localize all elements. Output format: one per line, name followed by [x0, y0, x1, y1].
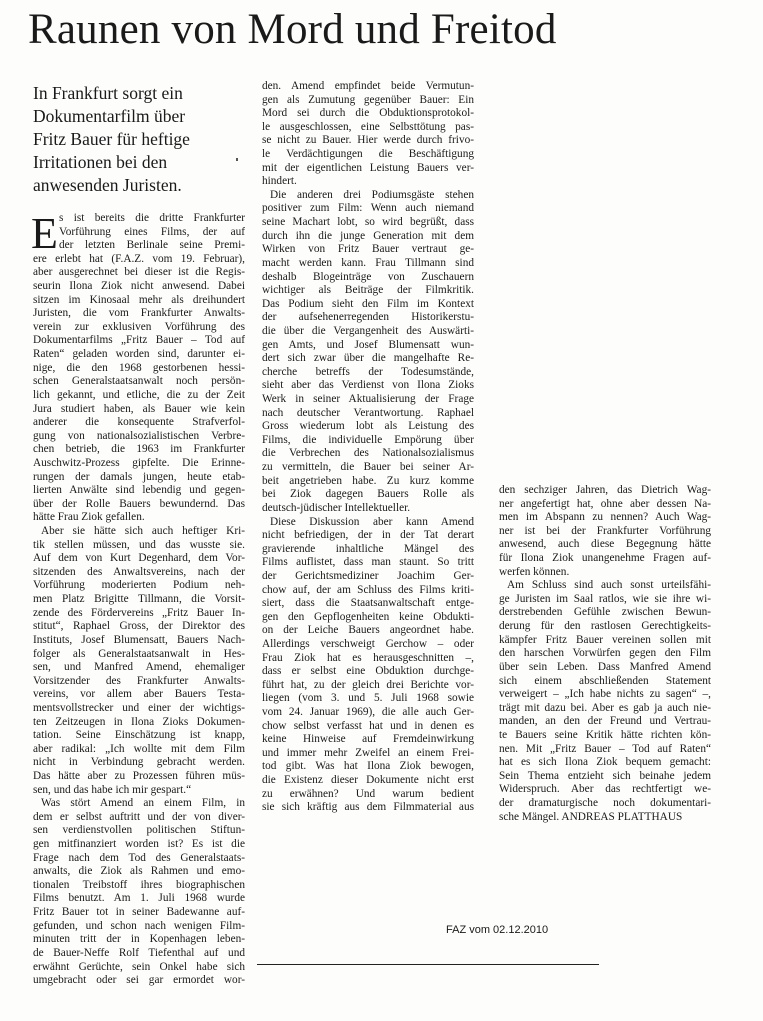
text-line: nicht in Verbindung gebracht werden.	[33, 756, 245, 769]
text-line: Widerspruch. Aber das rechtfertigt we-	[499, 783, 711, 796]
text-line: schen Generalstaatsanwalt noch persön-	[33, 375, 245, 388]
text-line: Aber sie hätte sich auch heftiger Kri-	[41, 525, 245, 538]
text-line: Dokumentarfilms „Fritz Bauer – Tod auf	[33, 334, 245, 347]
text-line: über sein Leben. Dass Manfred Amend	[499, 660, 711, 673]
text-line: Das Podium sieht den Film im Kontext	[262, 297, 474, 310]
text-line: hätte Frau Ziok gefallen.	[33, 511, 145, 524]
text-line: ner angefertigt hat, ohne aber dessen Na-	[499, 497, 711, 510]
text-line: dass er selbst eine Obduktion durchge-	[262, 665, 474, 678]
lede-line: In Frankfurt sorgt ein	[33, 83, 183, 103]
text-line: seurin Ilona Ziok nicht anwesend. Dabei	[33, 280, 245, 293]
text-line: Gross wiederum lobt als Leistung des	[262, 420, 474, 433]
text-line: chen betrieb, die 1963 im Frankfurter	[33, 443, 245, 456]
text-line: dert sich zwar über die mangelhafte Re-	[262, 352, 474, 365]
text-line: aber radikal: „Ich wollte mit dem Film	[33, 742, 245, 755]
text-line: Auf dem von Kurt Degenhard, dem Vor-	[33, 552, 245, 565]
footer-rule	[257, 964, 599, 965]
text-line: Films auflistet, dass man staunt. So tritt	[262, 556, 474, 569]
text-line: Am Schluss sind auch sonst urteilsfähi-	[507, 579, 711, 592]
text-line: Vorsitzender des Frankfurter Anwalts-	[33, 674, 245, 687]
text-line: ge Juristen im Saal ratlos, wie sie ihre wi-	[499, 592, 711, 605]
text-line: aber ausgerechnet bei dieser ist die Regis-	[33, 266, 245, 279]
text-line: mit der eigentlichen Leistung Bauers ver-	[262, 161, 474, 174]
lede-line: Irritationen bei den	[33, 152, 168, 172]
text-line: te Bauers seine Kritik hätte richten kön-	[499, 728, 711, 741]
text-line: Instituts, Josef Blumensatt, Bauers Nach-	[33, 633, 245, 646]
text-line: sieht aber das Verdienst von Ilona Zioks	[262, 379, 474, 392]
text-line: zu vermitteln, die Bauer bei seiner Ar-	[262, 461, 474, 474]
text-line: für Ilona Ziok unangenehme Fragen auf-	[499, 552, 711, 565]
text-line: men im Abspann zu nennen? Auch Wag-	[499, 511, 711, 524]
text-line: siert, dass die Staatsanwaltschaft entge-	[262, 597, 474, 610]
text-line: de Bauer-Neffe Rolf Tiefenthal auf und	[33, 946, 245, 959]
text-line: wichtiger als Beiträge der Filmkritik.	[262, 284, 474, 297]
source-footer: FAZ vom 02.12.2010	[446, 924, 549, 936]
text-line: der aufsehenerregenden Historikerstu-	[262, 311, 474, 324]
text-line: umgebracht oder sei gar ermordet wor-	[33, 974, 245, 987]
text-line: Auschwitz-Prozess gipfelte. Die Erinne-	[33, 456, 245, 469]
text-line: Sein Thema entzieht sich beinahe jedem	[499, 769, 711, 782]
text-line: gung von nationalsozialistischen Verbre-	[33, 429, 245, 442]
text-line: die Verbrechen des Nationalsozialismus	[262, 447, 474, 460]
text-line: macht werden kann. Frau Tillmann sind	[262, 256, 474, 269]
headline: Raunen von Mord und Freitod	[28, 6, 557, 53]
lede-line: Dokumentarfilm über	[33, 106, 186, 126]
text-line: minuten tritt der in Kopenhagen leben-	[33, 933, 245, 946]
text-line: Frau Ziok hat es herausgeschnitten –,	[262, 651, 474, 664]
text-line: seine Machart lobt, so wird begrüßt, dass	[262, 216, 474, 229]
text-line: sen verdienstvollen politischen Stiftun-	[33, 824, 245, 837]
article-column-3	[499, 484, 711, 824]
text-line: Das hätte aber zu Prozessen führen müs-	[33, 769, 245, 782]
text-line: tod gibt. Was hat Ilona Ziok bewogen,	[262, 760, 474, 773]
text-line: anwesend, auch diese Begegnung hätte	[499, 538, 711, 551]
lede-line: anwesenden Juristen.	[33, 175, 182, 195]
text-line: gen Amts, und Josef Blumensatt wun-	[262, 338, 474, 351]
text-line: und immer mehr Zweifel an einem Frei-	[262, 746, 474, 759]
text-line: nicht befriedigen, der in der Tat derart	[262, 529, 474, 542]
text-line: Films, die individuelle Empörung über	[262, 433, 474, 446]
text-line: lich gekannt, und etliche, die zu der Zeit	[33, 388, 245, 401]
text-line: führt hat, zu der gleich drei Berichte vor-	[262, 678, 474, 691]
text-line: vereins, vor allem aber Bauers Testa-	[33, 688, 245, 701]
text-line: sche Mängel. ANDREAS PLATTHAUS	[499, 810, 683, 823]
text-line: Vorführung moderierten Podium neh-	[33, 579, 245, 592]
text-line: gen den Gepflogenheiten keine Obdukti-	[262, 610, 474, 623]
text-line: bei Ziok dagegen Bauers Rolle als	[262, 488, 474, 501]
lede-line: Fritz Bauer für heftige	[33, 129, 190, 149]
text-line: Die anderen drei Podiumsgäste stehen	[270, 188, 474, 201]
text-line: gravierende inhaltliche Mängel des	[262, 542, 474, 555]
text-line: liegen (vom 3. und 5. Juli 1968 sowie	[262, 692, 474, 705]
text-line: beit angetrieben habe. Zu kurz komme	[262, 474, 474, 487]
text-line: nach deutscher Verantwortung. Raphael	[262, 406, 474, 419]
text-line: derstrebenden Gefühle zwischen Bewun-	[499, 606, 711, 619]
text-line: Mord sei durch die Obduktionsprotokol-	[262, 107, 474, 120]
text-line: Diese Diskussion aber kann Amend	[270, 515, 474, 528]
text-line: kämpfer Fritz Bauer vereinen sollen mit	[499, 633, 711, 646]
text-line: mentsvollstrecker und einer der wichtigs-	[33, 701, 245, 714]
text-line: die über die Vergangenheit des Auswärti-	[262, 324, 474, 337]
article-column-1	[31, 209, 245, 988]
text-line: derung für den rastlosen Gerechtigkeits-	[499, 620, 711, 633]
text-line: rungen der damals jungen, heute etab-	[33, 470, 245, 483]
text-line: anwalts, die Ziok als Rahmen und emo-	[33, 865, 245, 878]
text-line: keine Hinweise auf Fremdeinwirkung	[262, 733, 474, 746]
text-line: sen, und Manfred Amend, ehemaliger	[33, 661, 245, 674]
text-line: Raten“ geladen worden sind, darunter ei-	[33, 348, 245, 361]
text-line: stitut“, Raphael Gross, der Direktor des	[33, 620, 245, 633]
text-line: sitzenden des Anwaltsvereins, nach der	[33, 565, 245, 578]
text-line: anderer die konsequente Strafverfol-	[33, 416, 245, 429]
text-line: s ist bereits die dritte Frankfurter	[59, 212, 245, 224]
text-line: hat es sich Ilona Ziok bequem gemacht:	[499, 756, 711, 769]
text-line: Frage nach dem Tod des Generalstaats-	[33, 851, 245, 864]
text-line: sen, und das habe ich mir gespart.“	[33, 783, 192, 796]
text-line: Fritz Bauer tot in seiner Badewanne auf-	[33, 906, 245, 919]
text-line: der Gerichtsmediziner Joachim Ger-	[262, 569, 474, 582]
drop-cap: E	[31, 209, 58, 258]
text-line: verweigert – „Ich habe nichts zu sagen“ –,	[499, 688, 711, 701]
text-line: tation. Seine Einschätzung ist knapp,	[33, 729, 245, 742]
text-line: ere erlebt hat (F.A.Z. vom 19. Februar),	[33, 252, 245, 265]
text-line: Allerdings verschweigt Gerchow – oder	[262, 637, 474, 650]
text-line: tik stellen müssen, und das wusste sie.	[33, 538, 245, 551]
text-line: on der Leiche Bauers angeordnet habe.	[262, 624, 474, 637]
text-line: der letzten Berlinale seine Premi-	[59, 239, 245, 252]
text-line: werfen können.	[499, 565, 570, 578]
article-column-2	[262, 80, 474, 815]
text-line: vom 24. Januar 1969), die alle auch Ger-	[262, 706, 474, 719]
text-line: ner ist bei der Frankfurter Vorführung	[499, 524, 711, 537]
text-line: folger als Generalstaatsanwalt in Hes-	[33, 647, 245, 660]
text-line: Juristen, die vom Frankfurter Anwalts-	[33, 307, 245, 320]
text-line: manden, an den der Freund und Vertrau-	[499, 715, 711, 728]
text-line: chow auf, der am Schluss des Films kriti-	[262, 583, 474, 596]
text-line: zu erwähnen? Und warum bedient	[262, 787, 474, 800]
text-line: cherche betreffs der Todesumstände,	[262, 365, 474, 378]
text-line: le Verdächtigungen die Beschäftigung	[262, 148, 474, 161]
text-line: dem er selbst auftritt und der von diver-	[33, 810, 245, 823]
text-line: deutsch-jüdischer Intellektueller.	[262, 501, 411, 514]
text-line: den harschen Vorwürfen gegen den Film	[499, 647, 711, 660]
text-line: Was stört Amend an einem Film, in	[41, 797, 245, 810]
text-line: positiver zum Film: Wenn auch niemand	[262, 202, 474, 215]
text-line: der dramaturgische noch dokumentari-	[499, 797, 711, 810]
text-line: trägt mit dazu bei. Aber es gab ja auch nie-	[499, 701, 711, 714]
text-line: den sechziger Jahren, das Dietrich Wag-	[499, 484, 711, 496]
text-line: Films benutzt. Am 1. Juli 1968 wurde	[33, 892, 245, 905]
text-line: sie sich kräftig aus dem Filmmaterial aus	[262, 801, 474, 814]
text-line: sitzen im Kinosaal mehr als dreihundert	[33, 293, 245, 306]
text-line: sich einem abschließenden Statement	[499, 674, 711, 687]
text-line: gen als Zumutung gegenüber Bauer: Ein	[262, 93, 474, 106]
text-line: nige, die den 1968 gestorbenen hessi-	[33, 361, 245, 374]
text-line: nen. Mit „Fritz Bauer – Tod auf Raten“	[499, 742, 711, 755]
text-line: hindert.	[262, 175, 297, 188]
text-line: Wirken von Fritz Bauer vertraut ge-	[262, 243, 474, 256]
text-line: se nicht zu Bauer. Hier werde durch frivo-	[262, 134, 474, 147]
text-line: deshalb Blogeinträge von Zuschauern	[262, 270, 474, 283]
text-line: den. Amend empfindet beide Vermutun-	[262, 80, 474, 92]
text-line: über der Rolle Bauers bewundernd. Das	[33, 497, 245, 510]
text-line: Jura studiert haben, als Bauer wie kein	[33, 402, 245, 415]
text-line: le ausgeschlossen, eine Selbsttötung pas-	[262, 120, 474, 133]
text-line: ten Zeitzeugen in Ilona Zioks Dokumen-	[33, 715, 245, 728]
text-line: verein zur exklusiven Vorführung des	[33, 320, 245, 333]
text-line: die Existenz dieser Dokumente nicht erst	[262, 774, 474, 787]
scan-speck	[236, 158, 238, 161]
text-line: gen mitfinanziert worden ist? Es ist die	[33, 838, 245, 851]
text-line: lierten Anwälte sind lebendig und gegen-	[33, 484, 245, 497]
lede-subheading	[33, 82, 243, 197]
text-line: zende des Fördervereins „Fritz Bauer In-	[33, 606, 245, 619]
text-line: erwähnt Gerüchte, sein Onkel habe sich	[33, 960, 245, 973]
text-line: tionalen Treibstoff ihres biographischen	[33, 878, 245, 891]
text-line: Vorführung eines Films, der auf	[59, 225, 245, 238]
text-line: chow selbst verfasst hat und in denen es	[262, 719, 474, 732]
text-line: durch ihn die junge Generation mit dem	[262, 229, 474, 242]
text-line: Werk in seiner Aktualisierung der Frage	[262, 393, 474, 406]
text-line: gefunden, und schon nach wenigen Film-	[33, 919, 245, 932]
text-line: men Platz Brigitte Tillmann, die Vorsit-	[33, 593, 245, 606]
